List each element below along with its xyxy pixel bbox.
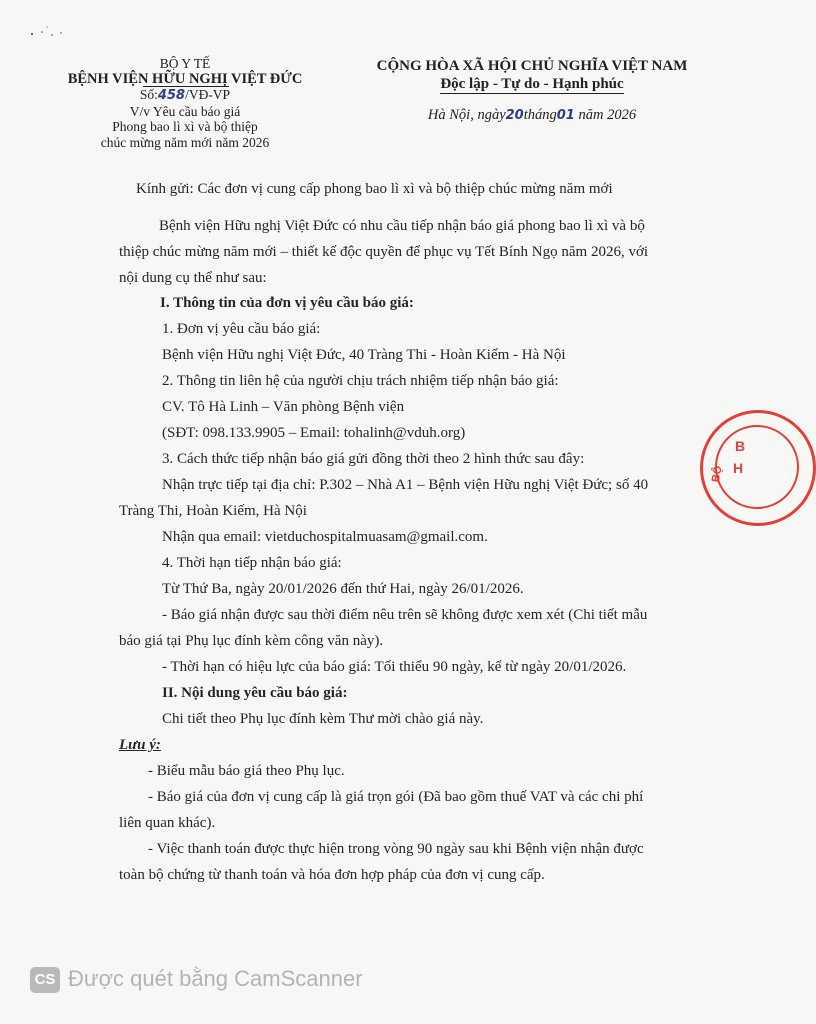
note-heading: Lưu ý: (119, 737, 161, 753)
header-right (352, 58, 712, 124)
item-4-validity: - Thời hạn có hiệu lực của báo giá: Tối thiểu 90 ngày, kể từ ngày 20/01/2026. (162, 659, 627, 675)
item-4-value: Từ Thứ Ba, ngày 20/01/2026 đến thứ Hai, ngày 26/01/2026. (162, 581, 524, 597)
document-number: Số:458/VĐ-VP (139, 87, 231, 103)
section-2-heading: II. Nội dung yêu cầu báo giá: (162, 685, 348, 701)
subject-line-2: Phong bao lì xì và bộ thiệp (112, 119, 258, 134)
note-2-line-1: - Báo giá của đơn vị cung cấp là giá trọn gói (Đã bao gồm thuế VAT và các chi phí (148, 789, 644, 805)
item-3-email: Nhận qua email: vietduchospitalmuasam@gmail.com. (162, 529, 488, 545)
intro-line-1: Bệnh viện Hữu nghị Việt Đức có nhu cầu tiếp nhận báo giá phong bao lì xì và bộ (159, 218, 645, 234)
note-1: - Biểu mẫu báo giá theo Phụ lục. (148, 763, 345, 779)
subject-line-1: V/v Yêu cầu báo giá (129, 103, 241, 119)
note-3-line-2: toàn bộ chứng từ thanh toán và hóa đơn hợp pháp của đơn vị cung cấp. (119, 867, 545, 883)
subject-line-3: chúc mừng năm mới năm 2026 (100, 134, 270, 150)
item-2-contact: (SĐT: 098.133.9905 – Email: tohalinh@vduh.org) (162, 425, 466, 441)
camscanner-watermark-text: Được quét bằng CamScanner (68, 966, 363, 991)
item-2-name: CV. Tô Hà Linh – Văn phòng Bệnh viện (162, 399, 405, 415)
item-1-label: 1. Đơn vị yêu cầu báo giá: (162, 321, 321, 337)
scan-speckles (28, 22, 68, 42)
header-left (60, 56, 310, 150)
hospital-name: BỆNH VIỆN HỮU NGHỊ VIỆT ĐỨC (67, 70, 303, 87)
item-3-direct-line-2: Tràng Thi, Hoàn Kiếm, Hà Nội (119, 503, 307, 519)
note-3-line-1: - Việc thanh toán được thực hiện trong vòng 90 ngày sau khi Bệnh viện nhận được (148, 841, 644, 857)
item-3-label: 3. Cách thức tiếp nhận báo giá gửi đồng thời theo 2 hình thức sau đây: (162, 451, 585, 467)
section-1-heading: I. Thông tin của đơn vị yêu cầu báo giá: (160, 295, 414, 311)
intro-line-3: nội dung cụ thể như sau: (119, 270, 267, 286)
handwritten-number: 458 (157, 88, 186, 103)
note-2-line-2: liên quan khác). (119, 815, 216, 831)
section-2-value: Chi tiết theo Phụ lục đính kèm Thư mời chào giá này. (162, 711, 484, 727)
handwritten-month: 01 (556, 108, 575, 123)
item-1-value: Bệnh viện Hữu nghị Việt Đức, 40 Tràng Thi - Hoàn Kiếm - Hà Nội (162, 347, 566, 363)
camscanner-logo-icon: CS (30, 967, 60, 993)
item-3-direct-line-1: Nhận trực tiếp tại địa chỉ: P.302 – Nhà A1 – Bệnh viện Hữu nghị Việt Đức; số 40 (162, 477, 649, 493)
item-4-note-line-2: báo giá tại Phụ lục đính kèm công văn này). (119, 633, 384, 649)
date-line: Hà Nội, ngày20tháng01 năm 2026 (427, 107, 637, 123)
intro-line-2: thiệp chúc mừng năm mới – thiết kế độc quyền để phục vụ Tết Bính Ngọ năm 2026, với (119, 244, 649, 260)
official-stamp: B H BỘ (700, 410, 816, 526)
country-name: CỘNG HÒA XÃ HỘI CHỦ NGHĨA VIỆT NAM (376, 58, 688, 74)
recipient-line: Kính gửi: Các đơn vị cung cấp phong bao lì xì và bộ thiệp chúc mừng năm mới (136, 181, 613, 197)
item-4-label: 4. Thời hạn tiếp nhận báo giá: (162, 555, 342, 571)
item-4-note-line-1: - Báo giá nhận được sau thời điểm nêu trên sẽ không được xem xét (Chi tiết mẫu (162, 607, 648, 623)
handwritten-day: 20 (505, 108, 524, 123)
item-2-label: 2. Thông tin liên hệ của người chịu trách nhiệm tiếp nhận báo giá: (162, 373, 559, 389)
hospital-underline (143, 86, 229, 87)
ministry-name: BỘ Y TẾ (159, 56, 211, 71)
motto: Độc lập - Tự do - Hạnh phúc (440, 76, 624, 92)
